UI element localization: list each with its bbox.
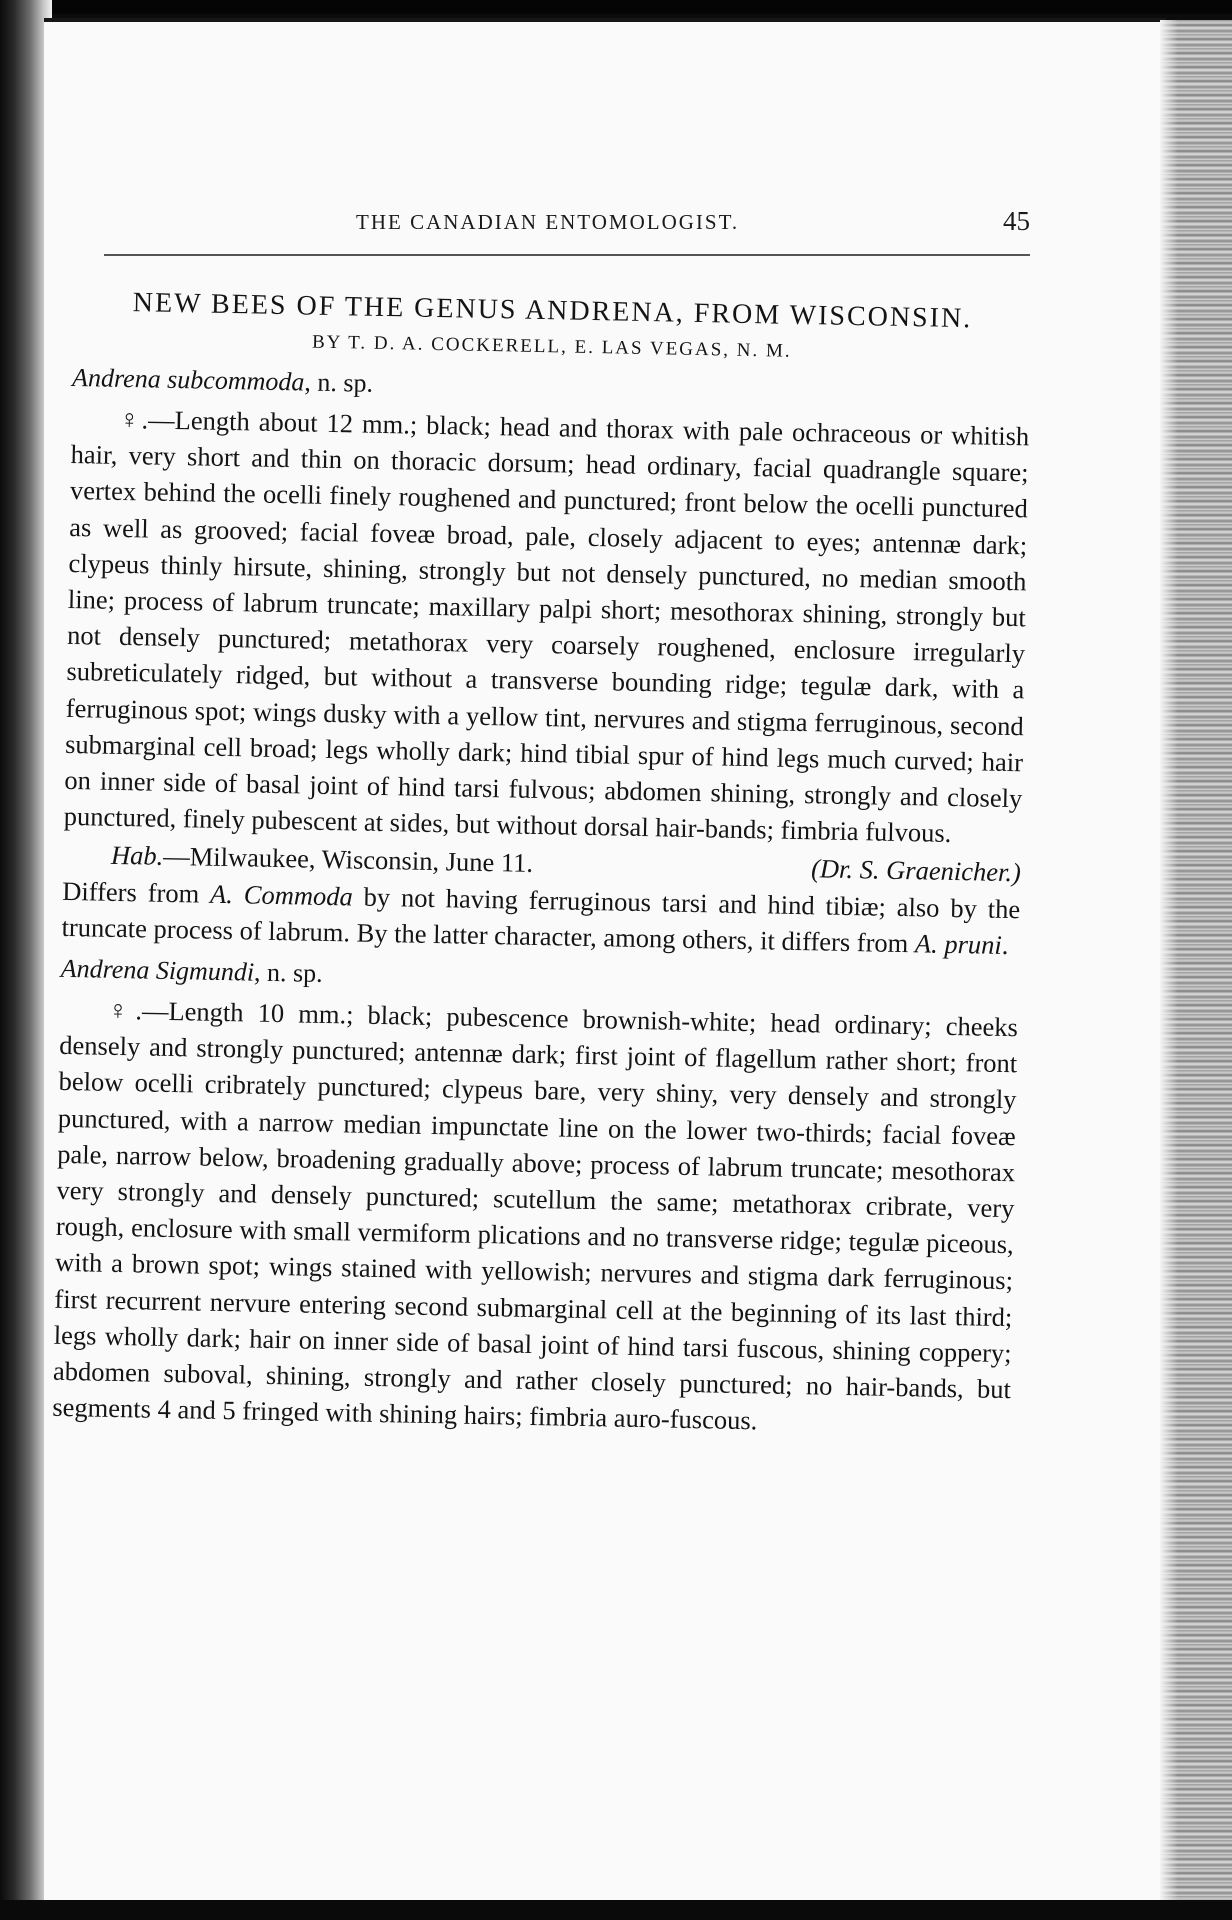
header-rule [104,254,1030,256]
journal-running-title: THE CANADIAN ENTOMOLOGIST. [356,210,740,234]
article-title: NEW BEES OF THE GENUS ANDRENA, FROM WISCONSIN. [132,287,973,335]
note-text: . [1001,929,1009,960]
page-fore-edge [1160,20,1232,1920]
running-head [300,206,1040,240]
note-species-name: A. pruni [914,928,1003,960]
species-description: ♀.—Length 10 mm.; black; pubescence brownish-white; head ordinary; cheeks densely and strongly punctured; antennæ dark; first joint of flagellum rather short; front below ocelli cribrately punctured; clypeus bare, very shiny, very densely and strongly punctured, with a narrow median impunctate line on the lower two-thirds; facial foveæ pale, narrow below, broadening gradually above; process of labrum truncate; mesothorax very strongly and densely punctured; scutellum the same; metathorax cribrate, very rough, enclosure with small vermiform plications and no transverse ridge; tegulæ piceous, with a brown spot; wings stained with yellowish; nervures and stigma dark ferruginous; first recurrent nervure entering second submarginal cell at the beginning of its last third; legs wholly dark; hair on inner side of basal joint of hind tarsi fuscous, shining coppery; abdomen suboval, shining, strongly and rather closely punctured; no hair-bands, but segments 4 and 5 fringed with shining hairs; fimbria auro-fuscous. [52,994,1019,1436]
habitat-text: —Milwaukee, Wisconsin, June 11. [162,841,534,879]
collector-name: (Dr. S. Graenicher.) [810,853,1022,888]
note-species-name: A. Commoda [209,878,354,912]
scan-bottom-border [0,1900,1232,1920]
habitat-label: Hab. [110,840,164,872]
note-text: by not having ferruginous tarsi and hind tibiæ; also by the truncate process of labrum. By the latter character, among others, it differs from [61,881,1021,959]
species-suffix: , n. sp. [304,367,374,398]
article-byline: BY T. D. A. COCKERELL, E. LAS VEGAS, N. M. [311,331,792,362]
species-name: Andrena Sigmundi [60,953,255,987]
scan-top-border [0,0,1232,14]
species-suffix: , n. sp. [253,957,323,988]
note-text: Differs from [62,875,211,909]
page-number: 45 [1003,206,1030,236]
species-description: ♀.—Length about 12 mm.; black; head and thorax with pale ochraceous or whitish hair, very short and thin on thoracic dorsum; head ordinary, facial quadrangle square; vertex behind the ocelli finely roughened and punctured; front below the ocelli punctured as well as grooved; facial foveæ broad, pale, closely adjacent to eyes; antennæ dark; clypeus thinly hirsute, shining, strongly but not densely punctured, no median smooth line; process of labrum truncate; maxillary palpi short; mesothorax shining, strongly but not densely punctured; metathorax very coarsely roughened, enclosure irregularly subreticulately ridged, but without a transverse bounding ridge; tegulæ dark, with a ferruginous spot; wings dusky with a yellow tint, nervures and stigma ferruginous, second submarginal cell broad; legs wholly dark; hind tibial spur of hind legs much curved; hair on inner side of basal joint of hind tarsi fulvous; abdomen shining, strongly and closely punctured, finely pubescent at sides, but without dorsal hair-bands; fimbria fulvous. [63,403,1030,849]
species-name: Andrena subcommoda [71,362,305,397]
article-body [52,282,1032,1444]
